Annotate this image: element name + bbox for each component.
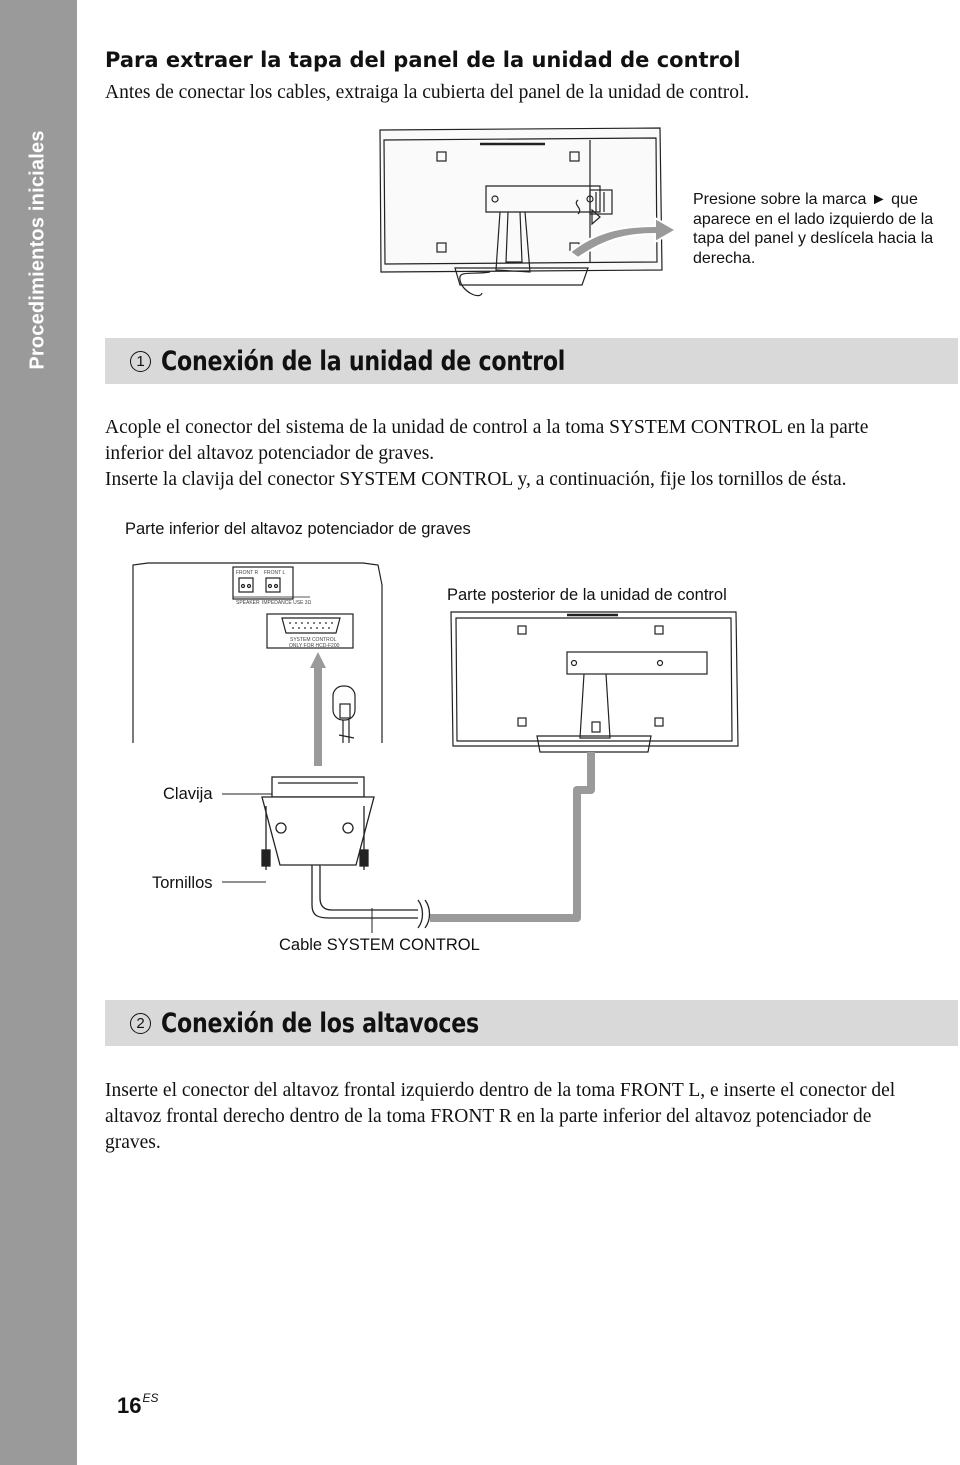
page-language-suffix: ES [142, 1391, 159, 1405]
page-number [117, 1393, 159, 1419]
section-number-badge: 1 [130, 351, 151, 372]
jack-label-front-l: FRONT L [264, 570, 286, 576]
cable-label: Cable SYSTEM CONTROL [279, 936, 480, 954]
jack-label-front-r: FRONT R [236, 570, 259, 576]
section-title: Conexión de los altavoces [161, 1007, 479, 1039]
section-2-paragraph-line: graves. [105, 1132, 161, 1153]
cover-removal-heading: Para extraer la tapa del panel de la unidad de control [105, 48, 741, 72]
section-1-paragraph-line: Acople el conector del sistema de la unidad de control a la toma SYSTEM CONTROL en la parte [105, 417, 869, 438]
section-2-header [105, 1000, 958, 1046]
section-2-paragraph-line: Inserte el conector del altavoz frontal izquierdo dentro de la toma FRONT L, e inserte el conector del [105, 1080, 896, 1101]
subwoofer-bottom-label: Parte inferior del altavoz potenciador de graves [125, 520, 471, 538]
cover-removal-intro: Antes de conectar los cables, extraiga la cubierta del panel de la unidad de control. [105, 82, 750, 103]
port-label-system-control: SYSTEM CONTROL [290, 637, 337, 643]
note-line: tapa del panel y deslícela hacia la [693, 230, 934, 247]
page-number-value: 16 [117, 1393, 142, 1418]
jack-label-impedance: IMPEDANCE USE 3Ω [262, 600, 312, 606]
sidebar-section-label: Procedimientos iniciales [26, 130, 49, 370]
screws-label: Tornillos [152, 874, 213, 892]
note-line: aparece en el lado izquierdo de la [693, 210, 934, 228]
jack-label-speaker: SPEAKER [236, 600, 260, 606]
port-label-only-for: ONLY FOR HCD-F200 [289, 643, 340, 649]
section-title: Conexión de la unidad de control [161, 345, 566, 377]
note-line: Presione sobre la marca ► que [693, 191, 918, 208]
control-unit-rear-label: Parte posterior de la unidad de control [447, 586, 727, 604]
section-1-paragraph-line: Inserte la clavija del conector SYSTEM CONTROL y, a continuación, fije los tornillos de ésta. [105, 469, 847, 490]
plug-label: Clavija [163, 785, 213, 803]
section-2-paragraph-line: altavoz frontal derecho dentro de la toma FRONT R en la parte inferior del altavoz potenciador de [105, 1106, 872, 1127]
note-line: derecha. [693, 249, 756, 267]
section-1-paragraph-line: inferior del altavoz potenciador de graves. [105, 443, 435, 464]
section-number-badge: 2 [130, 1013, 151, 1034]
